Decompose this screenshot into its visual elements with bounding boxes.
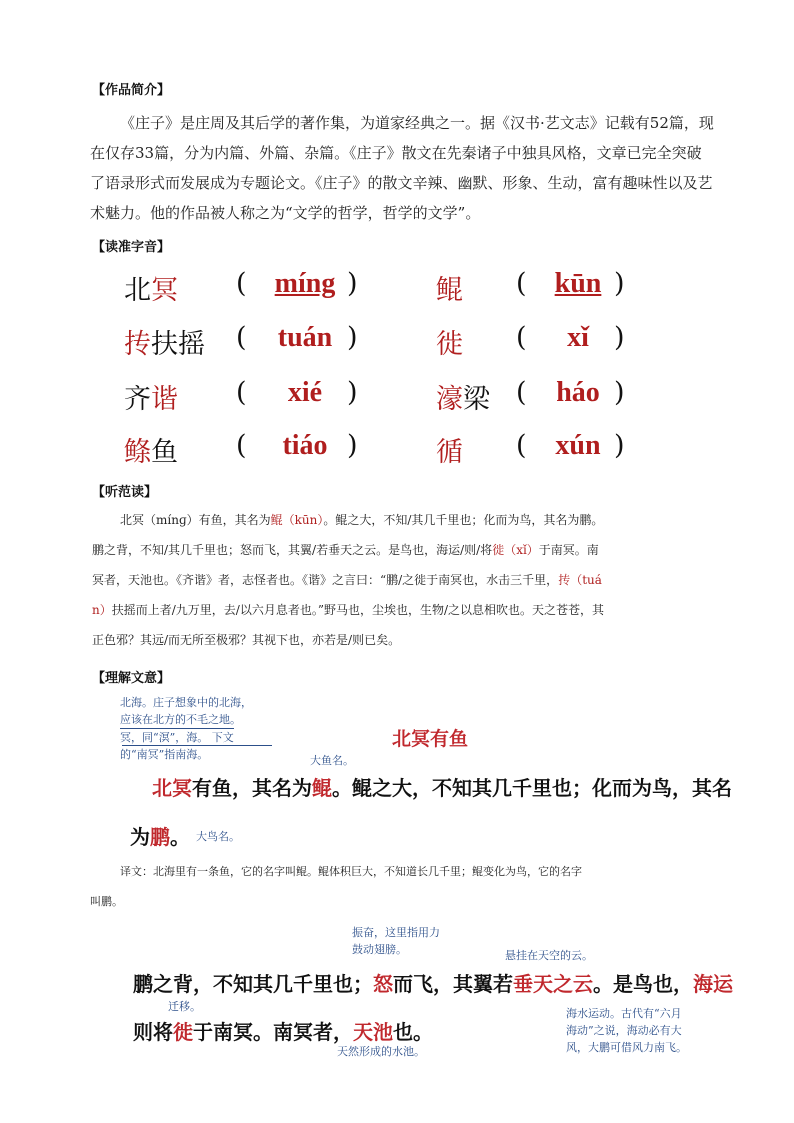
sentence-2	[133, 968, 733, 997]
note-daniao: 大鸟名。	[196, 830, 240, 843]
listen-text-span: 冥者，天池也。《齐谐》者，志怪者也。《谐》之言曰：“鹏/之徙于南冥也，水击三千里，	[92, 573, 559, 587]
paren-close: )	[614, 322, 625, 353]
pron-word	[124, 322, 205, 361]
understand-heading: 【理解文意】	[92, 671, 171, 686]
pron-pinyin: míng	[274, 268, 336, 299]
listen-highlight: 抟（tuá	[558, 573, 602, 587]
note-line: 海水运动。古代有“六月	[566, 1007, 682, 1020]
listen-text-span: 。鲲之大，不知/其几千里也；化而为鸟，其名为鹏。	[323, 513, 604, 527]
keyword-highlight: 鲲	[312, 776, 332, 800]
sentence-text: 也。	[393, 1020, 433, 1044]
note-cloud: 悬挂在天空的云。	[505, 949, 593, 962]
intro-heading: 【作品简介】	[92, 83, 171, 98]
pron-char: 北	[124, 275, 151, 306]
pron-pinyin: kūn	[554, 268, 602, 299]
sentence-text: 鹏之背，不知其几千里也；	[133, 972, 373, 996]
listen-line	[92, 625, 400, 655]
sentence-text: 则将	[133, 1020, 173, 1044]
note-qianyi: 迁移。	[168, 1000, 201, 1013]
pron-pinyin: xié	[287, 377, 323, 408]
sentence-1	[152, 772, 732, 801]
translation	[90, 857, 720, 917]
pron-pinyin: tuán	[277, 322, 333, 353]
section-title: 北冥有鱼	[392, 728, 469, 750]
listen-text-span: 北冥（mínɡ）有鱼，其名为	[120, 513, 271, 527]
keyword-highlight: 垂天之云	[513, 972, 593, 996]
note-underline	[122, 745, 272, 746]
pron-char-red: 徙	[436, 329, 463, 360]
sentence-text: 于南冥。南冥者，	[193, 1020, 353, 1044]
paren-open: (	[516, 430, 527, 461]
pron-pinyin: xún	[555, 430, 601, 461]
listen-heading: 【听范读】	[92, 485, 158, 500]
paren-open: (	[236, 268, 247, 299]
pron-char: 扶摇	[151, 329, 205, 360]
listen-highlight: 徙（xǐ）	[492, 543, 539, 557]
listen-line	[92, 565, 602, 595]
pron-word	[436, 268, 463, 307]
pron-pinyin: xǐ	[567, 322, 589, 353]
paren-open: (	[236, 322, 247, 353]
note-line: 海动”之说，海动必有大	[566, 1024, 682, 1037]
pron-char-red: 抟	[124, 329, 151, 360]
paren-close: )	[347, 268, 358, 299]
note-beihai	[120, 694, 310, 763]
note-line: 应该在北方的不毛之地。	[120, 713, 241, 726]
pron-char-red: 谐	[151, 384, 178, 415]
pron-word	[436, 377, 490, 416]
sentence-text: 。	[170, 825, 190, 849]
note-line: 鼓动翅膀。	[352, 943, 407, 956]
intro-paragraph	[90, 108, 715, 228]
pron-char-red: 冥	[151, 275, 178, 306]
sentence-text: 有鱼，其名为	[192, 776, 312, 800]
pron-word	[124, 430, 178, 469]
pron-char: 齐	[124, 384, 151, 415]
translation-line: 译文：北海里有一条鱼，它的名字叫鲲。鲲体积巨大，不知道长几千里；鲲变化为鸟，它的名字	[120, 865, 582, 878]
intro-text: 《庄子》是庄周及其后学的著作集，为道家经典之一。据《汉书·艺文志》记载有52篇，现在仅存33篇，分为内篇、外篇、杂篇。《庄子》散文在先秦诸子中独具风格，文章已完全突破了语录形式而发展成为专题论文。《庄子》的散文辛辣、幽默、形象、生动，富有趣味性以及艺术魅力。他的作品被人称之为“文学的哲学，哲学的文学”。	[90, 114, 714, 222]
listen-line	[92, 535, 599, 565]
pron-char-red: 循	[436, 437, 463, 468]
paren-close: )	[614, 268, 625, 299]
note-line: 风，大鹏可借风力南飞。	[566, 1041, 687, 1054]
listen-text-span: 于南冥。南	[538, 543, 599, 557]
pron-word	[436, 322, 463, 361]
pron-word	[436, 430, 463, 469]
note-tianchi: 天然形成的水池。	[337, 1045, 425, 1058]
paren-close: )	[614, 377, 625, 408]
paren-open: (	[516, 377, 527, 408]
listen-text-span: 鹏之背，不知/其几千里也；怒而飞，其翼/若垂天之云。是鸟也，海运/则/将	[92, 543, 493, 557]
sentence-text: 。是鸟也，	[593, 972, 693, 996]
pron-char-red: 濠	[436, 384, 463, 415]
note-nu	[352, 924, 440, 958]
paren-open: (	[236, 377, 247, 408]
listen-text-span: 正色邪？其远/而无所至极邪？其视下也，亦若是/则已矣。	[92, 633, 401, 647]
note-haiyun	[566, 1005, 687, 1056]
note-line: 的“南冥”指南海。	[120, 748, 209, 761]
sentence-text: 而飞，其翼若	[393, 972, 513, 996]
paren-close: )	[347, 377, 358, 408]
pronounce-heading: 【读准字音】	[92, 240, 171, 255]
paren-open: (	[516, 322, 527, 353]
listen-highlight: n）	[92, 603, 112, 617]
keyword-highlight: 鹏	[150, 825, 170, 849]
sentence-text: 为	[130, 825, 150, 849]
keyword-highlight: 怒	[373, 972, 393, 996]
keyword-highlight: 海运	[693, 972, 733, 996]
pron-char: 鱼	[151, 437, 178, 468]
sentence-1-cont	[130, 821, 190, 850]
keyword-highlight: 徙	[173, 1020, 193, 1044]
pron-word	[124, 268, 178, 307]
note-dayu: 大鱼名。	[310, 754, 354, 767]
pron-char-red: 鲦	[124, 437, 151, 468]
listen-line	[92, 595, 604, 625]
keyword-highlight: 北冥	[152, 776, 192, 800]
pron-char: 梁	[463, 384, 490, 415]
note-line: 北海。庄子想象中的北海，	[120, 696, 252, 709]
pron-pinyin: tiáo	[282, 430, 328, 461]
note-line: 冥，同“溟”，海。 下文	[120, 728, 234, 746]
pron-pinyin: háo	[556, 377, 600, 408]
listen-text-span: 扶摇而上者/九万里，去/以六月息者也。”野马也，尘埃也，生物/之以息相吹也。天之苍苍，其	[111, 603, 605, 617]
pron-word	[124, 377, 178, 416]
note-line: 振奋，这里指用力	[352, 926, 440, 939]
paren-close: )	[347, 322, 358, 353]
translation-line: 叫鹏。	[90, 895, 123, 908]
listen-line	[120, 505, 603, 535]
paren-open: (	[236, 430, 247, 461]
paren-open: (	[516, 268, 527, 299]
listen-highlight: 鲲（kūn）	[270, 513, 324, 527]
keyword-highlight: 天池	[353, 1020, 393, 1044]
sentence-text: 。鲲之大，不知其几千里也；化而为鸟，其名	[332, 776, 732, 800]
sentence-3	[133, 1016, 433, 1045]
paren-close: )	[614, 430, 625, 461]
paren-close: )	[347, 430, 358, 461]
pron-char-red: 鲲	[436, 275, 463, 306]
